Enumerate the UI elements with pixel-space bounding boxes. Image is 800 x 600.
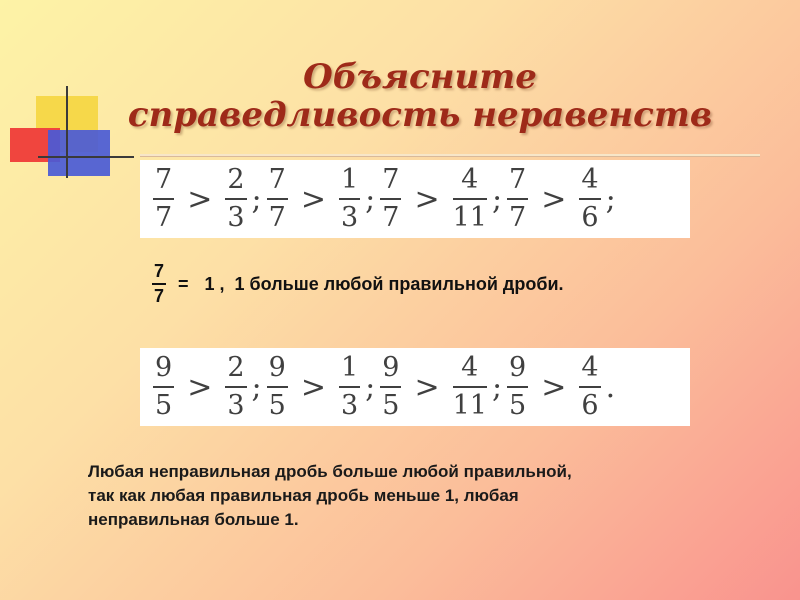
left-fraction [377, 353, 404, 421]
fraction-bar [153, 386, 174, 388]
fraction-numerator: 7 [153, 261, 164, 281]
fraction-numerator: 4 [461, 352, 479, 383]
left-fraction [377, 165, 404, 233]
fraction-bar [380, 198, 401, 200]
fraction-bar [453, 198, 487, 200]
conclusion-line-2: так как любая правильная дробь меньше 1, любая [88, 486, 519, 505]
explanation-line [152, 262, 564, 306]
fraction-bar [225, 386, 246, 388]
left-fraction [150, 353, 177, 421]
fraction-numerator: 9 [509, 352, 527, 383]
fraction-bar [453, 386, 487, 388]
fraction-bar [339, 198, 360, 200]
inequalities-box-1 [140, 160, 690, 238]
fraction-denominator: 3 [227, 202, 245, 233]
left-fraction [504, 165, 531, 233]
fraction-denominator: 11 [452, 390, 487, 421]
fraction-numerator: 9 [155, 352, 173, 383]
right-fraction [222, 353, 249, 421]
right-fraction [450, 165, 490, 233]
fraction-numerator: 2 [227, 352, 245, 383]
left-fraction [264, 353, 291, 421]
fraction-numerator: 7 [155, 164, 173, 195]
fraction-denominator: 3 [340, 202, 359, 233]
left-fraction [504, 353, 531, 421]
fraction-denominator: 6 [581, 202, 599, 233]
value-one: 1 , [204, 273, 225, 294]
decor-horizontal-line [38, 156, 134, 158]
fraction-denominator: 7 [268, 202, 286, 233]
greater-than-sign: > [414, 369, 440, 405]
fraction-bar [507, 198, 528, 200]
conclusion-paragraph [88, 460, 768, 532]
fraction-denominator: 5 [155, 390, 173, 421]
title-underline [140, 154, 760, 157]
fraction-denominator: 7 [153, 286, 164, 306]
fraction-bar [267, 198, 288, 200]
fraction-numerator: 2 [227, 164, 245, 195]
separator: ; [365, 369, 376, 405]
fraction-bar [380, 386, 401, 388]
equals-sign: = [178, 273, 189, 294]
fraction-bar [579, 198, 600, 200]
greater-than-sign: > [187, 181, 213, 217]
fraction-denominator: 7 [509, 202, 527, 233]
fraction-denominator: 11 [452, 202, 487, 233]
fraction-bar [579, 386, 600, 388]
conclusion-line-3: неправильная больше 1. [88, 510, 299, 529]
fraction-numerator: 9 [268, 352, 286, 383]
separator: ; [251, 369, 262, 405]
greater-than-sign: > [541, 181, 567, 217]
fraction-numerator: 4 [581, 352, 599, 383]
left-fraction [264, 165, 291, 233]
explanation-text: 1 больше любой правильной дроби. [234, 273, 564, 294]
fraction-denominator: 5 [268, 390, 286, 421]
fraction-denominator: 3 [227, 390, 245, 421]
title-line-1: Объясните [303, 57, 537, 97]
inequalities-box-2 [140, 348, 690, 426]
right-fraction [222, 165, 249, 233]
fraction-bar [507, 386, 528, 388]
greater-than-sign: > [300, 369, 326, 405]
page-title [120, 58, 720, 134]
right-fraction [576, 353, 603, 421]
fraction-numerator: 1 [340, 352, 359, 383]
fraction-denominator: 7 [155, 202, 173, 233]
greater-than-sign: > [541, 369, 567, 405]
fraction-numerator: 7 [509, 164, 527, 195]
fraction-bar [152, 283, 166, 285]
fraction-numerator: 4 [461, 164, 479, 195]
separator: ; [491, 181, 503, 217]
fraction-denominator: 7 [382, 202, 400, 233]
right-fraction [336, 353, 363, 421]
fraction-denominator: 5 [382, 390, 400, 421]
separator: ; [365, 181, 376, 217]
separator: . [605, 369, 616, 405]
fraction-bar [153, 198, 174, 200]
right-fraction [336, 165, 363, 233]
decor-vertical-line [66, 86, 68, 178]
separator: ; [491, 369, 503, 405]
separator: ; [605, 181, 616, 217]
fraction-denominator: 5 [509, 390, 527, 421]
fraction-numerator: 9 [382, 352, 400, 383]
fraction-denominator: 6 [581, 390, 599, 421]
fraction-numerator: 7 [382, 164, 400, 195]
greater-than-sign: > [414, 181, 440, 217]
fraction-numerator: 1 [340, 164, 359, 195]
right-fraction [450, 353, 490, 421]
left-fraction [150, 165, 177, 233]
fraction-seven-sevenths [152, 262, 166, 306]
right-fraction [576, 165, 603, 233]
conclusion-line-1: Любая неправильная дробь больше любой правильной, [88, 462, 572, 481]
title-line-2: справедливость неравенств [127, 95, 713, 135]
fraction-bar [267, 386, 288, 388]
fraction-bar [225, 198, 246, 200]
fraction-bar [339, 386, 360, 388]
separator: ; [251, 181, 262, 217]
decor-blue-square [48, 130, 110, 176]
fraction-numerator: 7 [268, 164, 286, 195]
fraction-denominator: 3 [340, 390, 359, 421]
greater-than-sign: > [187, 369, 213, 405]
greater-than-sign: > [300, 181, 326, 217]
fraction-numerator: 4 [581, 164, 599, 195]
